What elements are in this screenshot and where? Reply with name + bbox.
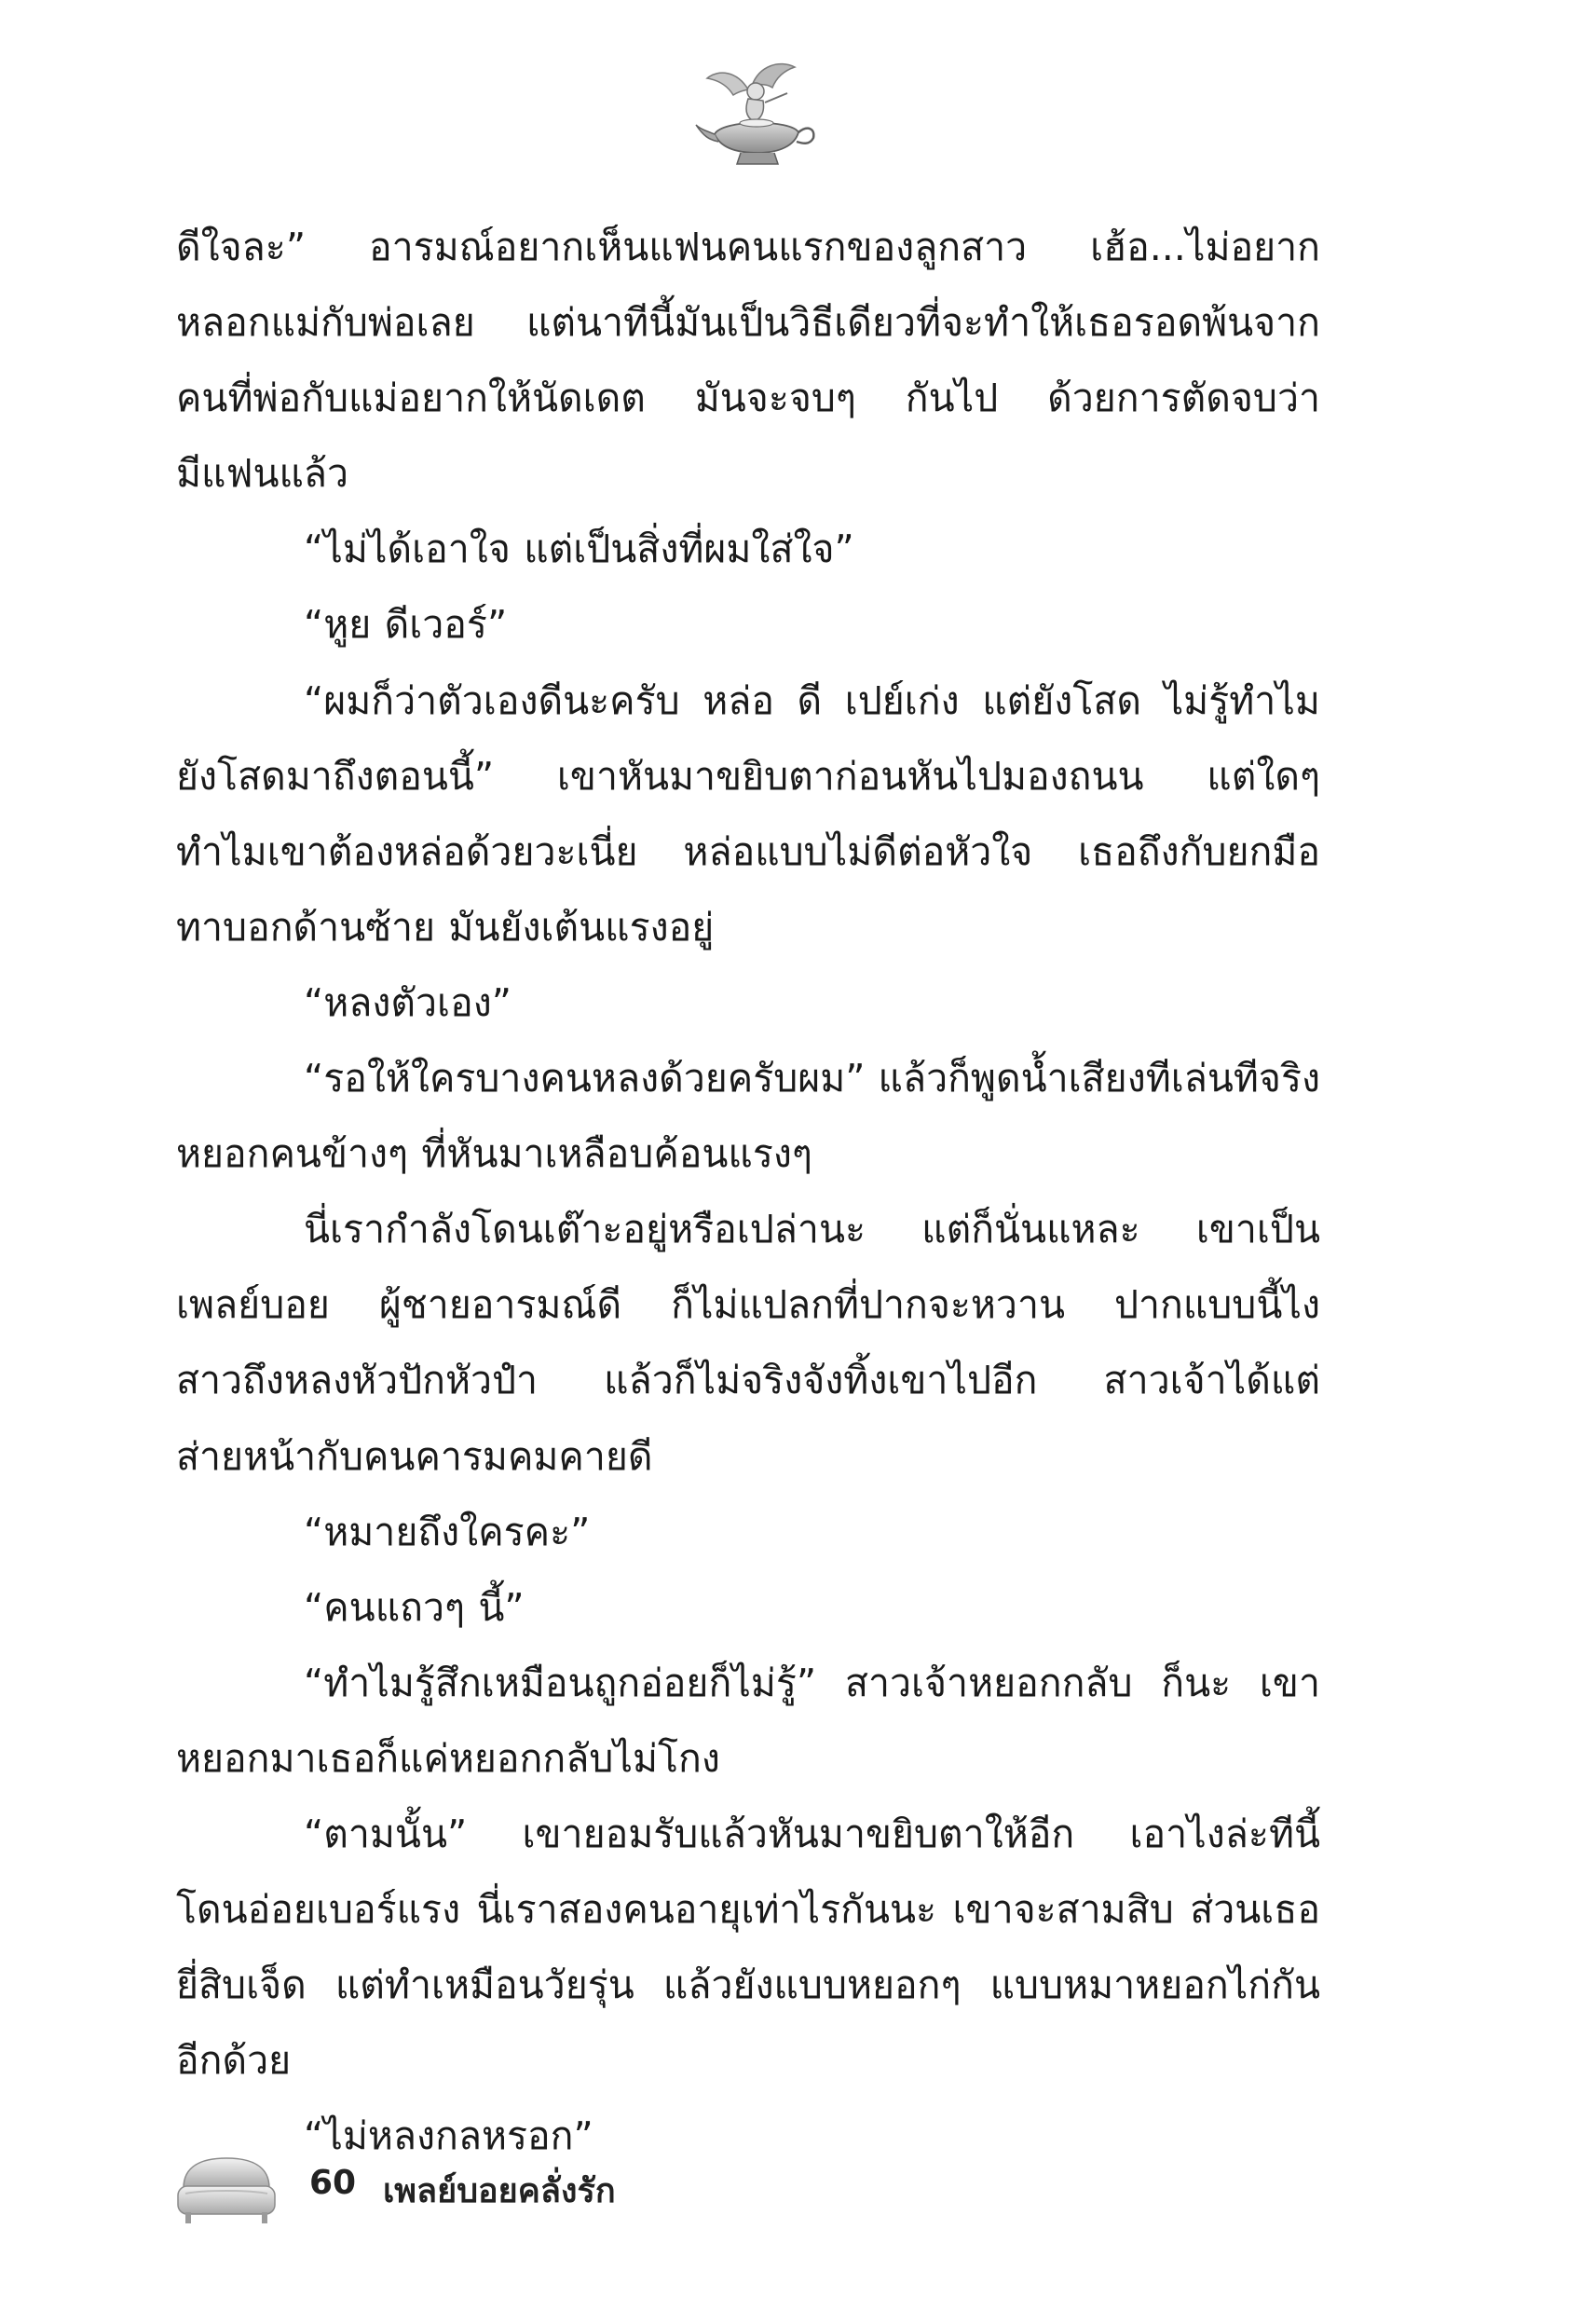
text-segment: คนที่พ่อกับแม่อยากให้นัดเดต xyxy=(176,376,646,421)
text-segment: ก็นะ xyxy=(1161,1660,1232,1705)
text-line xyxy=(176,1419,1320,1495)
text-line xyxy=(176,1570,1320,1646)
text-segment: ทาบอกด้านซ้าย xyxy=(176,904,436,950)
text-line xyxy=(176,1948,1320,2023)
text-segment: “หูย xyxy=(304,602,372,648)
text-line xyxy=(176,2023,1320,2099)
text-segment: นี้” xyxy=(478,1584,525,1630)
text-segment: เขาจะสามสิบ xyxy=(952,1887,1174,1933)
text-segment: “หลงตัวเอง” xyxy=(304,979,512,1025)
text-segment: ดีเวอร์” xyxy=(384,602,508,648)
text-segment: แล้วก็ไม่จริงจังทิ้งเขาไปอีก xyxy=(604,1358,1038,1403)
text-segment: ทำไมเขาต้องหล่อด้วยวะเนี่ย xyxy=(176,828,638,874)
text-segment: มันยังเต้นแรงอยู่ xyxy=(448,904,715,950)
text-segment: “ไม่หลงกลหรอก” xyxy=(304,2113,593,2159)
text-segment: แบบหมาหยอกไก่กัน xyxy=(989,1962,1320,2008)
text-segment: ยังโสดมาถึงตอนนี้” xyxy=(176,753,495,799)
text-segment: เปย์เก่ง xyxy=(844,677,960,723)
text-segment: ด้วยการตัดจบว่า xyxy=(1047,376,1320,421)
text-segment: แต่ยังโสด xyxy=(982,677,1141,723)
text-segment: อีกด้วย xyxy=(176,2038,292,2084)
text-segment: หยอกมาเธอก็แค่หยอกกลับไม่โกง xyxy=(176,1735,720,1781)
text-segment: เขายอมรับแล้วหันมาขยิบตาให้อีก xyxy=(522,1811,1075,1856)
text-segment: อารมณ์อยากเห็นแฟนคนแรกของลูกสาว xyxy=(368,225,1028,269)
text-segment: แต่นาทีนี้มันเป็นวิธีเดียวที่จะทำให้เธอรอดพ้นจาก xyxy=(525,300,1320,346)
text-line xyxy=(176,1495,1320,1570)
page-footer xyxy=(176,2143,1015,2227)
text-line xyxy=(176,436,1320,512)
text-segment: หล่อแบบไม่ดีต่อหัวใจ xyxy=(683,828,1033,874)
text-segment: แต่ก็นั่นแหละ xyxy=(921,1207,1140,1252)
text-line xyxy=(176,965,1320,1041)
text-segment: ก็ไม่แปลกที่ปากจะหวาน xyxy=(671,1282,1065,1328)
text-segment: “ทำไมรู้สึกเหมือนถูกอ่อยก็ไม่รู้” xyxy=(304,1660,817,1705)
text-segment: ยี่สิบเจ็ด xyxy=(176,1962,307,2008)
bed-icon xyxy=(176,2153,277,2225)
text-segment: เธอถึงกับยกมือ xyxy=(1078,828,1320,874)
text-segment: เพลย์บอย xyxy=(176,1282,330,1328)
text-segment: หยอกคนข้างๆ xyxy=(176,1131,409,1177)
text-segment: ที่หันมาเหลือบค้อนแรงๆ xyxy=(421,1131,812,1177)
text-line xyxy=(176,890,1320,965)
text-segment: นี่เราสองคนอายุเท่าไรกันนะ xyxy=(476,1887,937,1933)
text-segment: ดีใจละ” xyxy=(176,225,307,269)
text-segment: “ตามนั้น” xyxy=(304,1811,468,1856)
text-line xyxy=(176,663,1320,739)
text-line xyxy=(176,587,1320,663)
text-segment: กันไป xyxy=(905,376,999,421)
text-line xyxy=(176,210,1320,285)
text-segment: “คนแถวๆ xyxy=(304,1584,465,1630)
text-segment: แล้วก็พูดน้ำเสียงทีเล่นทีจริง xyxy=(878,1056,1320,1101)
text-segment: แต่ทำเหมือนวัยรุ่น xyxy=(334,1962,634,2008)
text-segment: เขาหันมาขยิบตาก่อนหันไปมองถนน xyxy=(556,753,1144,799)
text-segment: “ผมก็ว่าตัวเองดีนะครับ xyxy=(304,677,680,723)
text-segment: สาวถึงหลงหัวปักหัวปำ xyxy=(176,1358,539,1403)
cupid-on-magic-lamp-icon xyxy=(694,58,820,170)
text-segment: “หมายถึงใครคะ” xyxy=(304,1509,591,1554)
page-number: 60 xyxy=(309,2164,357,2202)
text-segment: เอาไงล่ะทีนี้ xyxy=(1129,1811,1320,1856)
text-segment: มีแฟนแล้ว xyxy=(176,451,349,497)
text-segment: ส่วนเธอ xyxy=(1190,1887,1320,1933)
text-line xyxy=(176,285,1320,361)
text-segment: นี่เรากำลังโดนเต๊าะอยู่หรือเปล่านะ xyxy=(304,1207,866,1252)
text-line xyxy=(176,1646,1320,1721)
text-segment: สาวเจ้าหยอกกลับ xyxy=(844,1660,1133,1705)
text-segment: หล่อ xyxy=(703,677,774,723)
text-line xyxy=(176,1041,1320,1116)
text-line xyxy=(176,814,1320,890)
text-segment: โดนอ่อยเบอร์แรง xyxy=(176,1887,461,1933)
text-segment: ปากแบบนี้ไง xyxy=(1113,1282,1320,1328)
text-line xyxy=(176,1267,1320,1343)
text-segment: มันจะจบๆ xyxy=(694,376,856,421)
text-segment: สาวเจ้าได้แต่ xyxy=(1103,1358,1320,1403)
text-segment: หลอกแม่กับพ่อเลย xyxy=(176,300,475,346)
text-segment: แต่เป็นสิ่งที่ผมใส่ใจ” xyxy=(524,526,854,572)
text-segment: ส่ายหน้ากับคนคารมคมคายดี xyxy=(176,1433,653,1479)
text-segment: แต่ใดๆ xyxy=(1207,753,1320,799)
text-line xyxy=(176,1116,1320,1192)
text-line xyxy=(176,1872,1320,1948)
text-segment: เขาเป็น xyxy=(1195,1207,1320,1252)
text-segment: แล้วยังแบบหยอกๆ xyxy=(662,1962,962,2008)
text-line xyxy=(176,361,1320,436)
text-line xyxy=(176,1721,1320,1797)
text-segment: “รอให้ใครบางคนหลงด้วยครับผม” xyxy=(304,1056,866,1101)
text-segment: ผู้ชายอารมณ์ดี xyxy=(378,1282,622,1328)
text-segment: เขา xyxy=(1259,1660,1320,1705)
text-line xyxy=(176,512,1320,587)
text-segment: ดี xyxy=(797,677,823,723)
text-segment: เฮ้อ...ไม่อยาก xyxy=(1090,225,1320,269)
text-line xyxy=(176,1343,1320,1418)
text-segment: “ไม่ได้เอาใจ xyxy=(304,526,511,572)
text-segment: ไม่รู้ทำไม xyxy=(1164,677,1320,723)
story-text-body xyxy=(176,210,1320,2174)
text-line xyxy=(176,739,1320,814)
text-line xyxy=(176,1797,1320,1872)
text-line xyxy=(176,1192,1320,1267)
book-title: เพลย์บอยคลั่งรัก xyxy=(383,2172,616,2210)
